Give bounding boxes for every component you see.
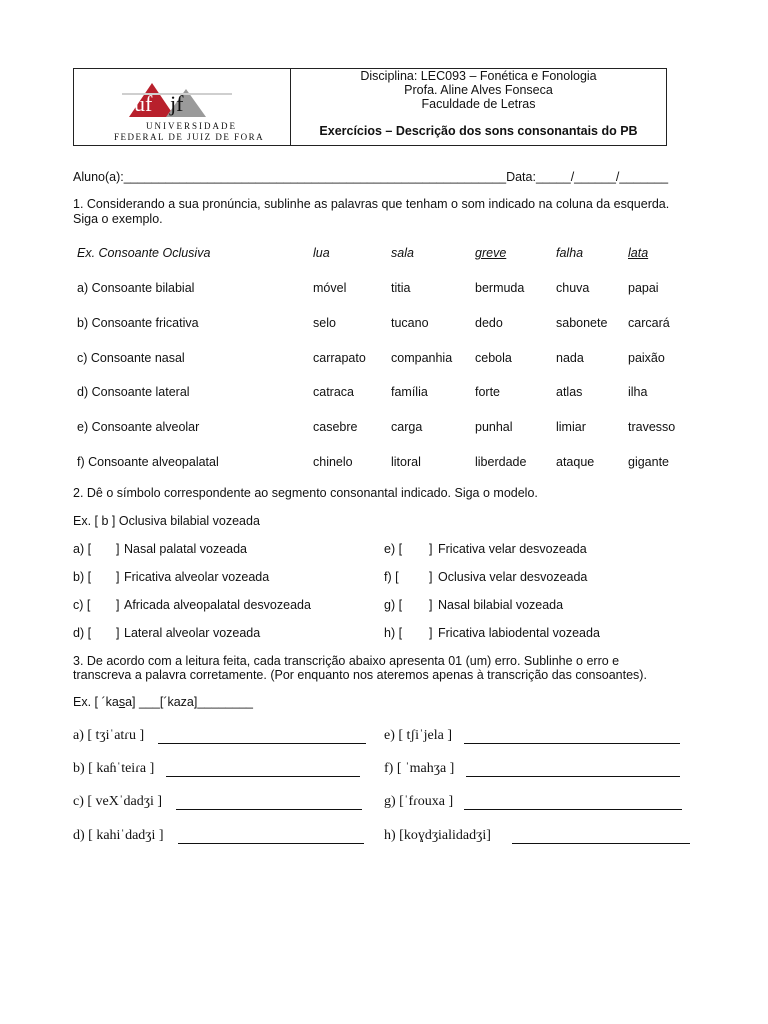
q2-item-open: b) [ xyxy=(73,570,92,584)
q3-transcription: b) [ kaɦˈteiɾa ] xyxy=(73,761,155,776)
q2-item-close: ] xyxy=(116,598,120,612)
q2-item-text: Fricativa alveolar vozeada xyxy=(124,570,270,584)
q3-prompt: 3. De acordo com a leitura feita, cada transcrição abaixo apresenta 01 (um) erro. Sublinhe o erro e xyxy=(73,654,620,668)
q1-word: ilha xyxy=(628,385,648,399)
q3-transcription: g) [ˈfɾouxa ] xyxy=(384,794,454,809)
q1-word: carga xyxy=(391,420,423,434)
q1-word: falha xyxy=(556,246,584,260)
q2-item-open: d) [ xyxy=(73,626,92,640)
svg-text:FEDERAL DE JUIZ DE FORA: FEDERAL DE JUIZ DE FORA xyxy=(114,132,265,142)
q1-word: companhia xyxy=(391,351,453,365)
q1-word: forte xyxy=(475,385,501,399)
q1-row-label: Ex. Consoante Oclusiva xyxy=(77,246,211,260)
q1-word: casebre xyxy=(313,420,358,434)
q1-row-label: b) Consoante fricativa xyxy=(77,316,199,330)
q3-transcription: e) [ tʃiˈjela ] xyxy=(384,728,453,743)
q1-row-label: d) Consoante lateral xyxy=(77,385,190,399)
header-box xyxy=(73,68,667,146)
discipline-text: Disciplina: LEC093 – Fonética e Fonologia xyxy=(360,69,597,83)
q1-word: greve xyxy=(475,246,507,260)
q3-example xyxy=(73,695,253,709)
q1-word: litoral xyxy=(391,455,421,469)
q2-item-open: h) [ xyxy=(384,626,403,640)
q1-word: bermuda xyxy=(475,281,525,295)
q1-word: chinelo xyxy=(313,455,353,469)
page-title: Exercícios – Descrição dos sons consonantais do PB xyxy=(319,124,638,138)
q1-word: sala xyxy=(391,246,414,260)
q1-word: família xyxy=(391,385,428,399)
svg-text:UNIVERSIDADE: UNIVERSIDADE xyxy=(146,121,237,131)
q2-item-text: Oclusiva velar desvozeada xyxy=(438,570,588,584)
q1-row-label: c) Consoante nasal xyxy=(77,351,185,365)
q2-item-open: a) [ xyxy=(73,542,92,556)
q1-word: cebola xyxy=(475,351,512,365)
q1-prompt: 1. Considerando a sua pronúncia, sublinhe as palavras que tenham o som indicado na coluna da esquerda. xyxy=(73,197,670,211)
student-date-line: Aluno(a):_______________________________________________________Data:_____/______/_______ xyxy=(73,170,669,184)
q3-answer-line[interactable] xyxy=(464,809,682,810)
q3-example-error: s xyxy=(118,695,126,709)
q3-answer-line[interactable] xyxy=(166,776,360,777)
q3-prompt-cont: transcreva a palavra corretamente. (Por enquanto nos ateremos apenas à transcrição das consoantes). xyxy=(73,668,647,682)
q3-transcription: f) [ ˈmahʒa ] xyxy=(384,761,455,776)
q1-word: atlas xyxy=(556,385,583,399)
q2-item-close: ] xyxy=(116,542,120,556)
q2-item-close: ] xyxy=(429,626,433,640)
university-logo xyxy=(74,69,291,145)
q3-transcription: h) [koɣdʒialidadʒi] xyxy=(384,828,491,843)
q1-row-label: f) Consoante alveopalatal xyxy=(77,455,219,469)
q2-item-open: c) [ xyxy=(73,598,91,612)
q1-word: lua xyxy=(313,246,330,260)
q1-word: travesso xyxy=(628,420,676,434)
q2-item-close: ] xyxy=(116,570,120,584)
q3-answer-line[interactable] xyxy=(464,743,680,744)
q3-answer-line[interactable] xyxy=(512,843,690,844)
q1-word: gigante xyxy=(628,455,670,469)
q3-example-pre: Ex. [ ´ka xyxy=(73,695,119,709)
q2-item-text: Nasal bilabial vozeada xyxy=(438,598,564,612)
q3-answer-line[interactable] xyxy=(176,809,362,810)
q1-word: liberdade xyxy=(475,455,527,469)
q1-word: carrapato xyxy=(313,351,366,365)
q2-prompt: 2. Dê o símbolo correspondente ao segmento consonantal indicado. Siga o modelo. xyxy=(73,486,538,500)
q3-transcription: a) [ tʒiˈatɾu ] xyxy=(73,728,145,743)
q1-word: dedo xyxy=(475,316,503,330)
q1-word: limiar xyxy=(556,420,586,434)
q2-item-open: e) [ xyxy=(384,542,403,556)
q1-word: carcará xyxy=(628,316,670,330)
q1-row-label: a) Consoante bilabial xyxy=(77,281,195,295)
q1-word: sabonete xyxy=(556,316,608,330)
q2-item-close: ] xyxy=(429,542,433,556)
q3-answer-line[interactable] xyxy=(158,743,366,744)
q1-word: papai xyxy=(628,281,659,295)
q2-item-text: Fricativa labiodental vozeada xyxy=(438,626,600,640)
q2-item-text: Africada alveopalatal desvozeada xyxy=(124,598,311,612)
svg-text:uf: uf xyxy=(134,91,153,116)
q1-word: móvel xyxy=(313,281,347,295)
q2-item-text: Lateral alveolar vozeada xyxy=(124,626,261,640)
svg-text:jf: jf xyxy=(170,91,184,116)
q1-word: ataque xyxy=(556,455,595,469)
q2-item-text: Fricativa velar desvozeada xyxy=(438,542,587,556)
q1-word: selo xyxy=(313,316,336,330)
q1-word: nada xyxy=(556,351,584,365)
course-info xyxy=(291,69,666,145)
q1-row-label: e) Consoante alveolar xyxy=(77,420,200,434)
q2-item-text: Nasal palatal vozeada xyxy=(124,542,247,556)
q3-answer-line[interactable] xyxy=(466,776,680,777)
q3-transcription: d) [ kahiˈdadʒi ] xyxy=(73,828,164,843)
q1-word: catraca xyxy=(313,385,354,399)
q3-transcription: c) [ veXˈdadʒi ] xyxy=(73,794,163,809)
q1-prompt-cont: Siga o exemplo. xyxy=(73,212,163,226)
q1-word: lata xyxy=(628,246,649,260)
faculty-text: Faculdade de Letras xyxy=(421,97,536,111)
q1-word: punhal xyxy=(475,420,513,434)
q2-item-close: ] xyxy=(429,570,433,584)
professor-text: Profa. Aline Alves Fonseca xyxy=(404,83,553,97)
q2-item-open: g) [ xyxy=(384,598,403,612)
q2-item-open: f) [ xyxy=(384,570,399,584)
q3-example-post: a] ___[´kaza]________ xyxy=(125,695,253,709)
q3-answer-line[interactable] xyxy=(178,843,364,844)
q1-word: titia xyxy=(391,281,411,295)
q2-item-close: ] xyxy=(429,598,433,612)
q1-word: paixão xyxy=(628,351,665,365)
ufjf-logo-icon xyxy=(74,69,290,145)
q2-example: Ex. [ b ] Oclusiva bilabial vozeada xyxy=(73,514,260,528)
q2-item-close: ] xyxy=(116,626,120,640)
q1-word: tucano xyxy=(391,316,429,330)
q1-word: chuva xyxy=(556,281,590,295)
